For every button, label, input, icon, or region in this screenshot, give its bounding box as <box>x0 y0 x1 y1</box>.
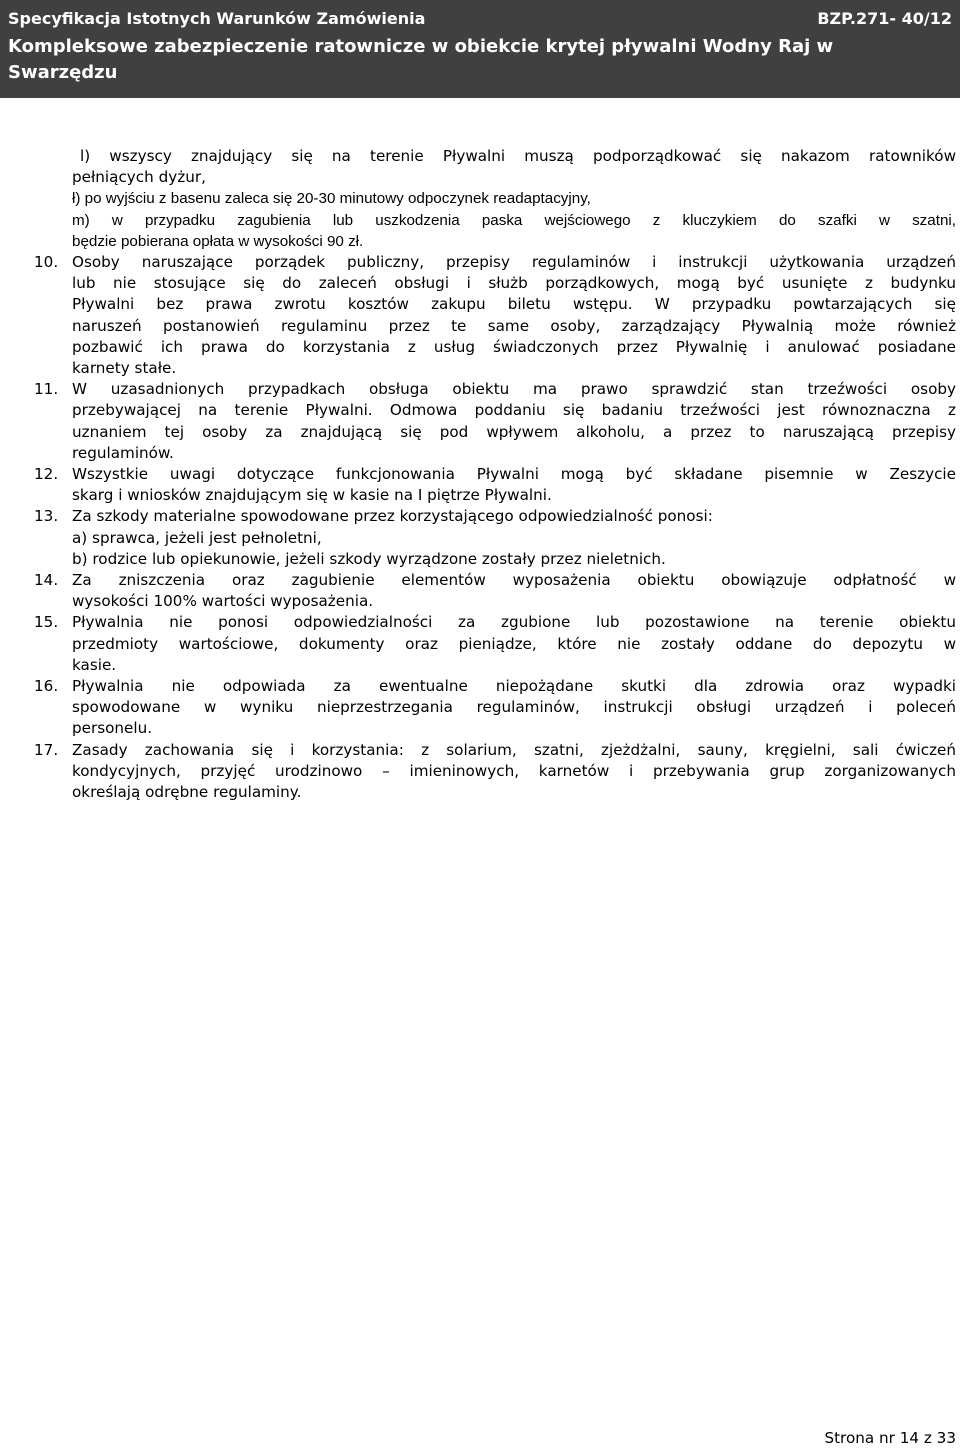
item-text-line: naruszeń postanowień regulaminu przez te same osoby, zarządzający Pływalnią może również <box>72 316 956 335</box>
title-line: Swarzędzu <box>8 62 118 83</box>
list-item <box>34 676 956 740</box>
item-text-line: W uzasadnionych przypadkach obsługa obiektu ma prawo sprawdzić stan trzeźwości osoby <box>72 380 956 399</box>
header-top-row <box>8 8 952 30</box>
item-text-line: skarg i wniosków znajdującym się w kasie na I piętrze Pływalni. <box>72 486 552 505</box>
item-text-line: przedmioty wartościowe, dokumenty oraz pieniądze, które nie zostały oddane do depozytu w <box>72 634 956 653</box>
item-text-line: określają odrębne regulaminy. <box>72 783 302 802</box>
list-item <box>34 570 956 612</box>
item-text-line: Wszystkie uwagi dotyczące funkcjonowania Pływalni mogą być składane pisemnie w Zeszycie <box>72 465 956 484</box>
clause-text: l) wszyscy znajdujący się na terenie Pływalni muszą podporządkować się nakazom ratowników <box>80 147 956 165</box>
list-item <box>34 740 956 804</box>
document-header <box>0 0 960 98</box>
item-text-line: pozbawić ich prawa do korzystania z usług świadczonych przez Pływalnię i anulować posiadane <box>72 337 956 356</box>
reference-number: BZP.271- 40/12 <box>817 9 952 28</box>
clause-l2 <box>34 188 956 209</box>
document-title <box>8 34 952 86</box>
page-number: Strona nr 14 z 33 <box>824 1429 956 1447</box>
clause-text: ł) po wyjściu z basenu zaleca się 20-30 minutowy odpoczynek readaptacyjny, <box>72 190 591 208</box>
item-text-line: Pływalnia nie ponosi odpowiedzialności za zgubione lub pozostawione na terenie obiektu <box>72 613 956 632</box>
item-text-line: Pływalni bez prawa zwrotu kosztów zakupu biletu wstępu. W przypadku powtarzających się <box>72 295 956 314</box>
item-text-line: lub nie stosujące się do zaleceń obsługi i służb porządkowych, mogą być usunięte z budynku <box>72 274 956 293</box>
list-item <box>34 464 956 506</box>
numbered-list <box>34 252 956 803</box>
item-text-line: Za zniszczenia oraz zagubienie elementów wyposażenia obiektu obowiązuje odpłatność w <box>72 571 956 590</box>
title-line: Kompleksowe zabezpieczenie ratownicze w obiekcie krytej pływalni Wodny Raj w <box>8 36 834 57</box>
clause-m <box>34 210 956 252</box>
clause-text: będzie pobierana opłata w wysokości 90 zł. <box>72 232 364 250</box>
item-text-line: wysokości 100% wartości wyposażenia. <box>72 592 374 611</box>
item-number: 11. <box>34 380 59 399</box>
item-number: 15. <box>34 613 59 632</box>
item-number: 10. <box>34 253 59 272</box>
item-text-line: przebywającej na terenie Pływalni. Odmowa poddaniu się badaniu trzeźwości jest równoznaczna z <box>72 401 956 420</box>
document-type: Specyfikacja Istotnych Warunków Zamówienia <box>8 9 426 28</box>
item-text-line: karnety stałe. <box>72 359 177 378</box>
clause-text: m) w przypadku zagubienia lub uszkodzenia paska wejściowego z kluczykiem do szafki w szatni, <box>72 211 956 229</box>
item-text-line: uznaniem tej osoby za znajdującą się pod wpływem alkoholu, a przez to naruszającą przepisy <box>72 422 956 441</box>
item-text-line: kondycyjnych, przyjęć urodzinowo – imieninowych, karnetów i przebywania grup zorganizowanych <box>72 761 956 780</box>
clause-text: pełniących dyżur, <box>72 168 206 187</box>
item-number: 16. <box>34 677 59 696</box>
item-text-line: Osoby naruszające porządek publiczny, przepisy regulaminów i instrukcji użytkowania urządzeń <box>72 253 956 272</box>
document-body <box>34 146 956 803</box>
item-text-line: regulaminów. <box>72 443 174 462</box>
list-item <box>34 506 956 570</box>
list-item <box>34 252 956 379</box>
item-text-line: a) sprawca, jeżeli jest pełnoletni, <box>72 528 322 547</box>
item-number: 14. <box>34 571 59 590</box>
item-text-line: personelu. <box>72 719 153 738</box>
clause-l <box>34 146 956 188</box>
item-text-line: Pływalnia nie odpowiada za ewentualne niepożądane skutki dla zdrowia oraz wypadki <box>72 677 956 696</box>
item-text-line: b) rodzice lub opiekunowie, jeżeli szkody wyrządzone zostały przez nieletnich. <box>72 549 666 568</box>
item-number: 17. <box>34 740 59 759</box>
list-item <box>34 612 956 676</box>
item-text-line: kasie. <box>72 655 117 674</box>
item-number: 12. <box>34 465 59 484</box>
item-text-line: Zasady zachowania się i korzystania: z solarium, szatni, zjeżdżalni, sauny, kręgielni, sali ćwiczeń <box>72 740 956 759</box>
item-text-line: Za szkody materialne spowodowane przez korzystającego odpowiedzialność ponosi: <box>72 507 713 526</box>
list-item <box>34 379 956 464</box>
item-text-line: spowodowane w wyniku nieprzestrzegania regulaminów, instrukcji obsługi urządzeń i poleceń <box>72 698 956 717</box>
item-number: 13. <box>34 507 59 526</box>
